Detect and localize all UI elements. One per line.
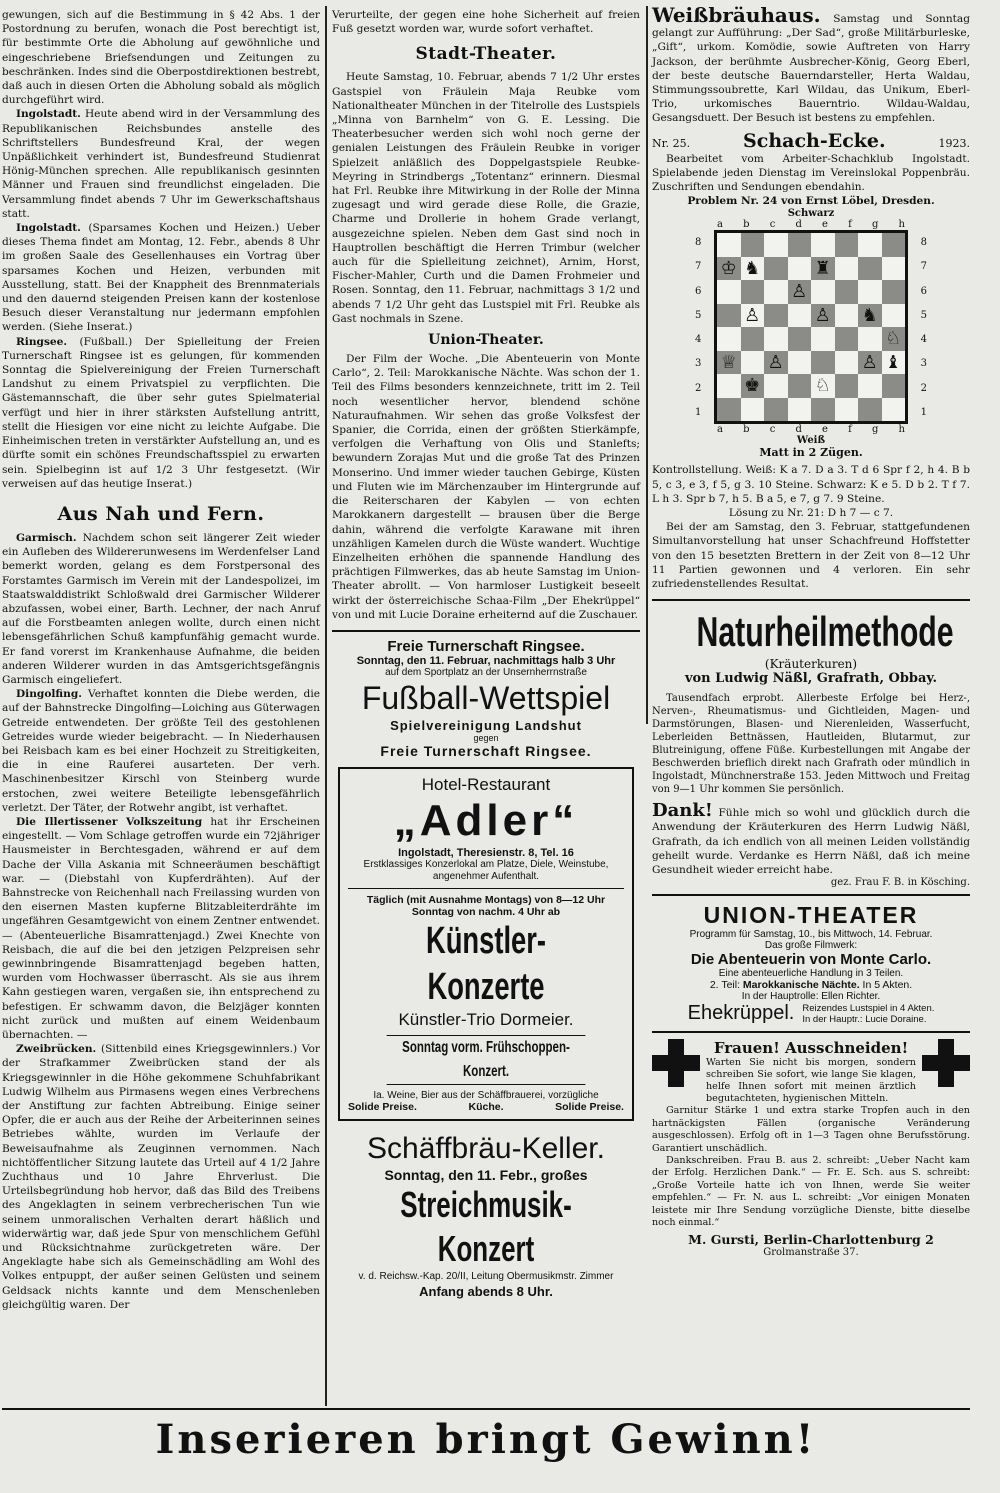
natur-title: Naturheilmethode (696, 608, 954, 656)
ad-schaeff-concert: Streichmusik-Konzert (400, 1183, 572, 1269)
natur-sub: (Kräuterkuren) (764, 657, 858, 672)
chess-problem-title: Problem Nr. 24 von Ernst Löbel, Dresden. (687, 195, 935, 208)
chess-square (717, 398, 741, 422)
chess-square (764, 280, 788, 304)
ad-adler-name: „Adler“ (393, 795, 579, 845)
chess-square (811, 351, 835, 375)
chess-rank-label: 8 (695, 237, 702, 249)
chess-square (764, 327, 788, 351)
chess-file-label: b (743, 424, 750, 436)
chess-rank-label: 3 (920, 358, 927, 370)
ad-adler-hours: Täglich (mit Ausnahme Montags) von 8—12 Uhr (366, 893, 606, 906)
chess-file-label: g (871, 424, 879, 436)
chess-square (764, 233, 788, 257)
ad-fussball (332, 638, 640, 759)
chess-square (741, 398, 765, 422)
union-theater-heading: Union-Theater. (428, 332, 544, 349)
ad-fussball-team2: Freie Turnerschaft Ringsee. (380, 742, 592, 759)
ad-adler-trio: Künstler-Trio Dormeier. (398, 1009, 574, 1029)
chess-square (741, 233, 765, 257)
chess-piece: ♙ (744, 304, 761, 326)
chess-square (741, 257, 765, 281)
article-ingolstadt-2: Ingolstadt. (Sparsames Kochen und Heizen.) Ueber dieses Thema findet am Montag, 12. Febr., abends 8 Uhr im großen Saale des Gesellenhauses ein Vortrag über sparsames Kochen und Heizen, verbunden mit Ausstellung, statt. Bei der Knappheit des Brennmaterials und den dauernd steigenden Preisen kann der kostenlose Besuch dieser Veranstaltung nur jedermann empfohlen werden. (Siehe Inserat.) (2, 222, 320, 334)
chess-rank-label: 2 (920, 382, 927, 394)
chess-piece: ♙ (791, 281, 808, 303)
dank-heading: Dank! (652, 800, 713, 822)
chess-rank-label: 4 (695, 334, 702, 346)
ad-frauen (652, 1039, 970, 1258)
chess-piece: ♙ (861, 351, 878, 373)
cross-icon (922, 1039, 970, 1087)
chess-ranks-left (695, 230, 701, 424)
chess-square (788, 374, 812, 398)
chess-square (764, 351, 788, 375)
chess-square (882, 233, 906, 257)
chess-file-label: f (848, 424, 852, 436)
chess-rank-label: 1 (695, 406, 702, 418)
right-column (652, 3, 970, 1259)
stadt-theater-text: Heute Samstag, 10. Februar, abends 7 1/2 Uhr erstes Gastspiel von Fräulein Maja Reubke vom Nationaltheater München in der Titelrolle des Lustspiels „Minna von Barnhelm“ von G. E. Lessing. Die Theaterbesucher werden sich wohl noch gerne der genialen Leistungen des Fräulein Reubke in voriger Spielzeit anläßlich des Doppelgastspiele Reubke-Meyring in Strindbergs „Totentanz“ erinnern. Diesmal hat Frl. Reubke ihre Mitwirkung in der Rolle der Minna zugesagt und wird gerade diese Rolle, die Grazie, Charme und Drollerie in hohem Grade verlangt, ausgezeichne spielen. Neben dem Gast sind noch in Hauptrollen beschäftigt die Herren Trimbur (welcher auch für die Spielleitung zeichnet), Arnim, Horst, Fischer-Mahler, Curth und die Damen Frohmeier und Rosen. Sonntag, den 11. Februar, nachmittags 3 1/2 und abends 7 1/2 Uhr geht das Lustspiel mit Frl. Reubke als Gast nochmals in Szene. (332, 71, 640, 325)
chess-square (811, 327, 835, 351)
chess-square (835, 327, 859, 351)
chess-square (811, 280, 835, 304)
frauen-top (652, 1039, 970, 1105)
chess-square (811, 398, 835, 422)
article-garmisch: Garmisch. Nachdem schon seit längerer Zeit wieder ein Aufleben des Wildererunwesens im Werdenfelser Land bemerkt worden, gelang es dem Forstpersonal des Forstamtes Garmisch im Verein mit der Landespolizei, im Staatswalddistrikt Schloßwald drei Garmischer Wilderer abzufassen, wobei einer, Barth. Lechner, der nach Anruf auf die Forstbeamten anlegen wollte, durch einen nicht lebensgefährlichen Schuß kampfunfähig gemacht wurde. Er fand vorerst im Krankenhause Aufnahme, die beiden anderen Wilderer wurden in das Amtsgerichtsgefängnis Garmisch eingeliefert. (2, 531, 320, 686)
chess-heading: Schach-Ecke. (743, 129, 886, 152)
ad-adler-fruehschoppen: Sonntag vorm. Frühschoppen-Konzert. (387, 1035, 586, 1085)
article-ringsee: Ringsee. (Fußball.) Der Spielleitung der Freien Turnerschaft Ringsee ist es gelungen, für kommenden Sonntag die Spielvereinigung der Freien Turnerschaft Landshut zu einem Privatspiel zu verpflichten. Die Gästemannschaft, die über sehr gutes Spielmaterial verfügt und hier in ihrer stärksten Aufstellung antritt, stellt die Hiesigen vor eine nicht zu leichte Aufgabe. Die Einheimischen treten in verstärkter Aufstellung an, und es dürfte somit ein schönes Freundschaftsspiel zu erwarten sein. Spielbeginn ist auf 1/2 3 Uhr festgesetzt. (Wir verweisen auf das heutige Inserat.) (2, 335, 320, 490)
ad-adler-price-2: Solide Preise. (555, 1100, 624, 1113)
ad-schaeff-band: v. d. Reichsw.-Kap. 20/II, Leitung Obermusikmstr. Zimmer (358, 1270, 614, 1282)
chess-rank-label: 4 (920, 334, 927, 346)
chess-square (811, 257, 835, 281)
chess-mate: Matt in 2 Zügen. (759, 446, 863, 460)
ad-adler-price-1: Solide Preise. (348, 1100, 417, 1113)
chess-white-label: Weiß (796, 435, 826, 447)
weissbraeuhaus-notice: Weißbräuhaus. Samstag und Sonntag gelangt zur Aufführung: „Der Sad“, große Militärburleske, „Gift“, urkom. Komödie, sowie Auftreten von Harry Jackson, der berühmte Ausbrecher-König, Georg Eberl, der beste deutsche Bauerndarsteller, Herta Waldau, Stimmungssoubrette, Karl Wildau, das Unikum, Eberl-Trio, urkomisches Bauerntrio. Wildau-Waldau, Gesangsduett. Der Besuch ist bestens zu empfehlen. (652, 3, 970, 125)
frauen-text-1: Warten Sie nicht bis morgen, sondern schreiben Sie sofort, wie lange Sie klagen, helfe Ihnen sofort mit meinen ärztlich begutachteten, hygienischen Mitteln. (706, 1057, 916, 1105)
ad-schaeff-title: Schäffbräu-Keller. (367, 1131, 605, 1165)
chess-square (882, 351, 906, 375)
chess-year: 1923. (938, 136, 970, 150)
chess-square (788, 398, 812, 422)
ad-adler-address: Ingolstadt, Theresienstr. 8, Tel. 16 (398, 846, 574, 859)
chess-file-label: f (848, 219, 852, 231)
chess-piece: ♕ (720, 351, 737, 373)
chess-solution: Lösung zu Nr. 21: D h 7 — c 7. (728, 507, 894, 520)
chess-piece: ♞ (861, 304, 878, 326)
chess-square (717, 351, 741, 375)
ad-adler-sunday: Sonntag von nachm. 4 Uhr ab (411, 905, 561, 918)
chess-square (717, 327, 741, 351)
chess-square (882, 374, 906, 398)
chess-square (741, 327, 765, 351)
ad-adler-kitchen: Küche. (468, 1100, 504, 1113)
left-column (2, 8, 320, 1312)
chess-square (788, 304, 812, 328)
chess-simultan: Bei der am Samstag, den 3. Februar, stattgefundenen Simultanvorstellung hat unser Schachfreund Hoffstetter von den 15 besetzten Brettern in der Zeit von 8—12 Uhr 11 Partien gewonnen und 4 verloren. Ein sehr zufriedenstellendes Resultat. (652, 521, 970, 591)
chess-header (652, 130, 970, 152)
chess-square (764, 398, 788, 422)
natur-text: Tausendfach erprobt. Allerbeste Erfolge bei Herz-, Nerven-, Rheumatismus- und Gichtleiden, Magen- und Darmstörungen, Blasen- und Nierenleiden, Wasserfucht, Leberleiden Bettnässen, Hautleiden, Blutarmut, zur Blutreinigung, offene Füße. Kurbestellungen mit Angabe der Beschwerden brieflich direkt nach Grafrath oder mündlich in Ingolstadt, Münchnerstraße 153. Jeden Mittwoch und Freitag von 9—1 Uhr kommen Sie persönlich. (652, 693, 970, 796)
chess-square (811, 374, 835, 398)
chess-piece: ♘ (885, 328, 902, 350)
chess-file-label: e (822, 219, 828, 231)
chess-square (741, 351, 765, 375)
chess-square (788, 257, 812, 281)
ad-fussball-title: Fußball-Wettspiel (361, 679, 611, 716)
chess-rank-label: 7 (920, 261, 927, 273)
chess-square (717, 374, 741, 398)
chess-square (811, 304, 835, 328)
chess-square (858, 304, 882, 328)
union-ad-ehekrueppel (652, 1002, 970, 1025)
frauen-heading: Frauen! Ausschneiden! (713, 1039, 909, 1058)
chess-rank-label: 8 (920, 237, 927, 249)
chess-square (835, 257, 859, 281)
chess-file-label: d (795, 424, 802, 436)
ad-adler-rule (348, 888, 624, 889)
chess-piece: ♜ (814, 257, 831, 279)
middle-column (332, 8, 640, 1299)
chess-rank-label: 5 (920, 309, 927, 321)
chess-file-label: h (898, 219, 905, 231)
chess-square (741, 280, 765, 304)
section-title-aus-nah-und-fern: Aus Nah und Fern. (57, 502, 265, 525)
ad-naturheilmethode (652, 607, 970, 796)
frauen-text-2: Garnitur Stärke 1 und extra starke Tropfen auch in den hartnäckigsten Fällen (organische Veränderung ausgeschlossen). Erfolg oft in 1—3 Tagen ohne Berufsstörung. Garantiert unschädlich. (652, 1105, 970, 1154)
ad-hotel-adler (338, 767, 634, 1121)
column-rule-right (646, 6, 648, 724)
chess-files-bottom (717, 424, 905, 435)
chess-piece: ♘ (814, 375, 831, 397)
chess-square (717, 233, 741, 257)
chess-file-label: a (717, 424, 723, 436)
article-continued: Verurteilte, der gegen eine hohe Sicherheit auf freien Fuß gesetzt worden war, wurde sofort verhaftet. (332, 9, 640, 36)
weissbraeuhaus-heading: Weißbräuhaus. (652, 3, 821, 27)
cross-icon (652, 1039, 700, 1087)
chess-black-label: Schwarz (787, 208, 835, 220)
ad-adler-concerts: Künstler-Konzerte (425, 919, 547, 1008)
chess-file-label: d (795, 219, 802, 231)
chess-square (882, 327, 906, 351)
union-theater-text: Der Film der Woche. „Die Abenteuerin von Monte Carlo“, 2. Teil: Marokkanische Nächte. Was schon der 1. Teil des Films besonders kennzeichnete, tritt im 2. Teil noch wesentlicher hervor, blendend schöne Naturaufnahmen. Wir sehen das große Volksfest der Spanier, die Corrida, einen der größten Stierkämpfe, verfolgen die Verhaftung von Olis und Stanlefts; bewundern Zorajas Mut und die große Tat des Prinzen Monserino. Und immer wieder tauchen Gebirge, Küsten und Fluten wie im Märchenzauber im Hintergrunde auf die Reiterscharen der Kabylen — von echten Marokkanern dargestellt — brausen über die Berge dahin, während die verfolgte Karawane mit ihren unzähligen Kamelen durch die Wüste wandert. Wuchtige Einzelheiten erhöhen die spannende Handlung des prächtigen Filmwerkes, das ab heute Samstag im Union-Theater abrollt. — Von harmloser Lustigkeit beseelt wirkt der österreichische Schaa-Film „Der Ehekrüppel“ von und mit Lucie Doraine erheiternd auf die Zuschauer. (332, 353, 640, 621)
chess-file-label: c (769, 219, 776, 231)
chess-number: Nr. 25. (652, 136, 691, 150)
chess-file-label: c (769, 424, 776, 436)
chess-square (882, 304, 906, 328)
chess-square (858, 327, 882, 351)
chess-square (741, 304, 765, 328)
union-ad-ehekrueppel-desc: Reizendes Lustspiel in 4 Akten. In der Hauptr.: Lucie Doraine. (802, 1002, 935, 1025)
ad-adler-prices (348, 1101, 624, 1113)
chess-board (714, 230, 908, 424)
natur-author: von Ludwig Näßl, Grafrath, Obbay. (684, 671, 938, 687)
chess-control: Kontrollstellung. Weiß: K a 7. D a 3. T d 6 Spr f 2, h 4. B b 5, c 3, e 3, f 5, g 3. 10 Steine. Schwarz: K e 5. D b 2. T f 7. L h 3. Spr b 7, h 5. B a 5, e 7, g 7. 9 Steine. (652, 464, 970, 505)
chess-square (788, 233, 812, 257)
chess-square (717, 257, 741, 281)
chess-square (882, 398, 906, 422)
chess-files-top (717, 219, 905, 230)
ad-fussball-place: auf dem Sportplatz an der Unsernherrnstraße (385, 666, 587, 678)
ad-fussball-date: Sonntag, den 11. Februar, nachmittags halb 3 Uhr (356, 654, 616, 667)
chess-rank-label: 3 (695, 358, 702, 370)
footer-slogan: Inserieren bringt Gewinn! (155, 1416, 817, 1463)
chess-ranks-right (921, 230, 927, 424)
chess-square (788, 351, 812, 375)
union-ad-lead: In der Hauptrolle: Ellen Richter. (741, 991, 881, 1003)
divider-right-3 (652, 1031, 970, 1033)
chess-rank-label: 2 (695, 382, 702, 394)
dank-signature: gez. Frau F. B. in Kösching. (830, 877, 970, 889)
column-rule-left (325, 6, 327, 1406)
chess-square (717, 280, 741, 304)
ad-schaeff-date: Sonntag, den 11. Febr., großes (384, 1166, 588, 1183)
chess-square (835, 351, 859, 375)
chess-square (858, 257, 882, 281)
chess-file-label: e (822, 424, 828, 436)
chess-square (882, 280, 906, 304)
chess-piece: ♔ (720, 257, 737, 279)
chess-piece: ♝ (885, 351, 902, 373)
union-ad-filmwerk: Das große Filmwerk: (764, 940, 858, 952)
chess-rank-label: 6 (920, 285, 927, 297)
ad-fussball-versus: gegen (473, 732, 499, 743)
union-ad-film-desc: Eine abenteuerliche Handlung in 3 Teilen. (718, 968, 904, 980)
frauen-sender: M. Gursti, Berlin-Charlottenburg 2 (688, 1232, 934, 1248)
chess-square (858, 351, 882, 375)
chess-diagram (691, 230, 931, 424)
article-zweibruecken: Zweibrücken. (Sittenbild eines Kriegsgewinnlers.) Vor der Strafkammer Zweibrücken stand der als Kriegsgewinnler in die Höhe gekommene Schuhfabrikant Ludwig Wilhelm aus Pirmasens wegen eines Verbrechens der Anstiftung zur fachten Abtreibung. Einige seiner Opfer, die er auch aus der Reihe der Arbeiterinnen seines Betriebes wählte, wurden im Verlaufe der Beweisaufnahme als Zeuginnen vernommen. Nach nichtöffentlicher Sitzung lautete das Urteil auf 4 1/2 Jahre Zuchthaus und 10 Jahre Ehrverlust. Die Urteilsbegründung hob hervor, daß das Bild des Treibens des Angeklagten in seinem verbrecherischen Tun wie seinem unmoralischen Verhalten derart häßlich und widerwärtig war, daß jede Spur von menschlichem Gefühl und Rücksichtnahme zurückgetreten wäre. Der Angeklagte habe sich als Gemeinschädling am Wohl des Volkes entpuppt, der außer seinen Gelüsten und seinem Geldsack nichts kannte und dem Menschenleben gleichgültig waren. Der (2, 1043, 320, 1311)
chess-square (788, 327, 812, 351)
chess-file-label: a (717, 219, 723, 231)
chess-square (764, 374, 788, 398)
chess-square (788, 280, 812, 304)
frauen-text-3: Dankschreiben. Frau B. aus 2. schreibt: „Ueber Nacht kam der Erfolg. Herzlichen Dank.“ — Fr. E. Sch. aus S. schreibt: „Große Vorteile hatte ich von Ihnen, werde Sie weiter empfehlen.“ — Fr. N. aus L. schreibt: „Vor einigen Monaten leistete mir Ihre Sendung vorzügliche Dienste, bitte dieselbe noch einmal.“ (652, 1154, 970, 1228)
union-ad-title: UNION-THEATER (703, 902, 919, 929)
footer-banner (2, 1408, 970, 1470)
divider-right (652, 599, 970, 601)
article-illertissen: Die Illertissener Volkszeitung hat ihr Erscheinen eingestellt. — Vom Schlage getroffen wurde ein 72jähriger Hausmeister in Berchtesgaden, während er auf dem Dache der Villa Askania mit Schneeräumen beschäftigt war. — (Diebstahl von Kupferdrähten). Auf der Bahnstrecke von Reichenhall nach Freilassing wurden von den eisernen Masten kupferne Blitzableiterdrähte im ungefähren Gesamtgewicht von einem Zentner entwendet. — (Abenteuerliche Bisamrattenjagd.) Zwei Knechte von Reisbach, die auf die bei den jetzigen Pelzpreisen sehr gewinnbringende Bisamrattenjagd begeben hatten, wurden vom Hochwasser überrascht. Als sie aus ihrem Kahn gestiegen waren, vergaßen sie, ihn entsprechend zu befestigen. Er schwamm davon, die Belzjäger konnten nicht zurück und mußten auf einem Weidenbaum übernachten. — (2, 815, 321, 1042)
chess-square (811, 233, 835, 257)
union-ad-ehekrueppel-title: Ehekrüppel. (687, 1002, 795, 1025)
chess-file-label: b (743, 219, 750, 231)
chess-piece: ♙ (814, 304, 831, 326)
chess-file-label: g (871, 219, 879, 231)
union-ad-part2: 2. Teil: Marokkanische Nächte. In 5 Akten. (709, 979, 913, 992)
ad-schaeff-start: Anfang abends 8 Uhr. (419, 1283, 553, 1299)
chess-square (764, 257, 788, 281)
union-ad-film-title: Die Abenteuerin von Monte Carlo. (690, 951, 932, 969)
chess-square (858, 374, 882, 398)
ad-adler-wines: Ia. Weine, Bier aus der Schäffbrauerei, vorzügliche (373, 1089, 599, 1101)
chess-square (858, 233, 882, 257)
frauen-body (706, 1039, 916, 1105)
chess-rank-label: 5 (695, 309, 702, 321)
frauen-address: Grolmanstraße 37. (763, 1247, 859, 1259)
chess-square (835, 398, 859, 422)
chess-rank-label: 1 (920, 406, 927, 418)
chess-square (835, 280, 859, 304)
chess-square (764, 304, 788, 328)
chess-square (835, 374, 859, 398)
chess-square (741, 374, 765, 398)
chess-square (717, 304, 741, 328)
article-post: gewungen, sich auf die Bestimmung in § 42 Abs. 1 der Postordnung zu berufen, wonach die Post berechtigt ist, für bestimmte Orte die Abholung auf gewöhnliche und eingeschriebene Briefsendungen und Zeitungen zu beschränken. Indes sind die Oberpostdirektionen bestrebt, daß auch in diesen Orten die Abholung sobald als möglich durchgeführt wird. (2, 9, 320, 107)
ad-adler-desc: Erstklassiges Konzerlokal am Platze, Diele, Weinstube, angenehmer Aufenthalt. (363, 858, 609, 882)
dank-notice: Dank! Fühle mich so wohl und glücklich durch die Anwendung der Kräuterkuren des Herrn Ludwig Näßl, Grafrath, da ich endlich von all meinen Leiden vollständig geheilt wurde. Verdanke es Herrn Näßl, daß ich meine Gesundheit wieder erreicht habe. (652, 800, 970, 877)
chess-piece: ♞ (744, 257, 761, 279)
chess-file-label: h (898, 424, 905, 436)
chess-square (858, 398, 882, 422)
chess-rank-label: 7 (695, 261, 702, 273)
article-ingolstadt-1: Ingolstadt. Heute abend wird in der Versammlung des Republikanischen Reichsbundes anstelle des Schriftstellers Bundesfreund Kral, der wegen Unpäßlichkeit verhindert ist, Bundesfreund Studienrat Hönig-München sprechen. Alle republikanisch gesinnten Männer und Frauen sind freundlichst eingeladen. Die Versammlung findet abends 7 Uhr im Gewerkschaftshaus statt. (2, 108, 320, 220)
chess-rank-label: 6 (695, 285, 702, 297)
ad-fussball-team1: Spielvereinigung Landshut (390, 717, 582, 733)
union-ad-program: Programm für Samstag, 10., bis Mittwoch, 14. Februar. (689, 929, 933, 941)
chess-piece: ♚ (744, 375, 761, 397)
ad-fussball-club: Freie Turnerschaft Ringsee. (387, 637, 585, 655)
chess-square (882, 257, 906, 281)
chess-piece: ♙ (767, 351, 784, 373)
chess-square (835, 233, 859, 257)
chess-square (835, 304, 859, 328)
chess-square (858, 280, 882, 304)
stadt-theater-heading: Stadt-Theater. (415, 44, 557, 65)
article-dingolfing: Dingolfing. Verhaftet konnten die Diebe werden, die auf der Bahnstrecke Dingolfing—Loiching aus Güterwagen Getreide entwendeten. Der größte Teil des gestohlenen Getreides wurde wieder beigebracht. — In Niederhausen bei Reisbach kam es bei einer Hochzeit zu Streitigkeiten, die in eine Rauferei ausarteten. Der verh. Maschinenbesitzer Kirschl von Steinberg wurde erstochen, zwei weitere Beteiligte lebensgefährlich verletzt. Der Täter, der Rotwehr angibt, ist verhaftet. (2, 688, 320, 814)
divider (332, 630, 640, 632)
divider-right-2 (652, 894, 970, 896)
ad-union-theater (652, 902, 970, 1025)
ad-adler-type: Hotel-Restaurant (421, 774, 551, 794)
ad-schaeffbraeu (332, 1131, 640, 1299)
chess-intro: Bearbeitet vom Arbeiter-Schachklub Ingolstadt. Spielabende jeden Dienstag im Vereinslokal Poppenbräu. Zuschriften und Sendungen ebendahin. (652, 152, 970, 194)
